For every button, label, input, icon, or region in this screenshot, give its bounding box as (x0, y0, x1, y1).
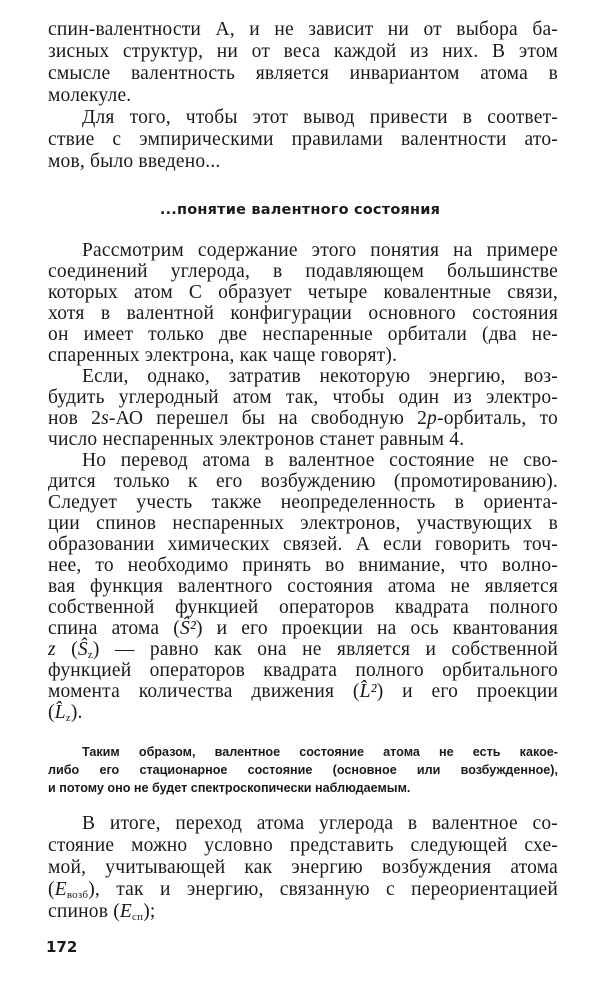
text-segment: будить углеродный атом так, чтобы один из электро- (48, 387, 558, 408)
math-symbol: Ŝ (77, 639, 88, 660)
text-line (48, 471, 558, 492)
text-segment: спинов ( (48, 901, 120, 922)
text-segment: ) и его проекции (376, 681, 558, 702)
text-line (48, 761, 558, 779)
text-segment: которых атом С образует четыре ковалентные связи, (48, 282, 558, 303)
paragraph-final (48, 813, 558, 923)
text-line (48, 492, 558, 513)
text-segment: число неспаренных электронов станет равным 4. (48, 429, 465, 450)
math-symbol: L̂² (359, 681, 377, 702)
text-segment: хотя в валентной конфигурации основного состояния (48, 303, 558, 324)
math-symbol: E (54, 879, 67, 900)
text-segment: и потому оно не будет спектроскопически наблюдаемым. (48, 781, 411, 795)
text-line (48, 743, 558, 761)
text-line (48, 576, 558, 597)
text-segment: момента количества движения ( (48, 681, 360, 702)
text-line (48, 429, 558, 450)
paragraph-intro (48, 19, 558, 173)
text-line (48, 555, 558, 576)
text-segment: ствие с эмпирическими правилами валентности ато- (48, 129, 558, 150)
text-segment: Но перевод атома в валентное состояние не сво- (82, 450, 558, 471)
text-line (48, 450, 558, 471)
text-segment: ), так и энергию, связанную с переориентацией (88, 879, 558, 900)
text-line (48, 408, 558, 429)
text-segment: Для того, чтобы этот вывод привести в соответ- (82, 107, 558, 128)
text-line (48, 702, 558, 723)
text-segment: функцией операторов квадрата полного орбитального (48, 660, 558, 681)
text-segment: Следует учесть также неопределенность в ориента- (48, 492, 558, 513)
text-segment: нее, то необходимо принять во внимание, что волно- (48, 555, 558, 576)
text-line (48, 534, 558, 555)
text-segment: ( (55, 639, 78, 660)
math-symbol: Ŝ² (179, 618, 196, 639)
text-segment: собственной функцией операторов квадрата полного (48, 597, 558, 618)
text-line (48, 681, 558, 702)
math-symbol: p (427, 408, 437, 429)
text-segment: ) и его проекции на ось квантования (195, 618, 558, 639)
text-line (48, 151, 558, 173)
text-line (48, 639, 558, 660)
text-segment: соединений углерода, в подавляющем большинстве (48, 261, 558, 282)
text-line (48, 129, 558, 151)
text-line (48, 618, 558, 639)
text-segment: спин-валентности А, и не зависит ни от выбора ба- (48, 19, 558, 40)
text-segment: нов 2 (48, 408, 102, 429)
text-line (48, 261, 558, 282)
subscript: возб (66, 889, 89, 901)
subscript: сп (132, 911, 144, 923)
text-segment: Таким образом, валентное состояние атома не есть какое- (82, 745, 558, 759)
page-number: 172 (46, 938, 78, 956)
paragraph-body (48, 240, 558, 723)
text-line (48, 63, 558, 85)
text-line (48, 835, 558, 857)
subscript: z (65, 712, 71, 724)
text-segment: мов, было введено... (48, 151, 221, 172)
text-segment: ); (143, 901, 156, 922)
math-symbol: L̂ (54, 702, 66, 723)
text-segment: стояние можно условно представить следующей схе- (48, 835, 558, 856)
text-line (48, 660, 558, 681)
text-line (48, 303, 558, 324)
text-line (48, 85, 558, 107)
text-line (48, 345, 558, 366)
subscript: z (87, 649, 93, 661)
text-line (48, 107, 558, 129)
text-segment: молекуле. (48, 85, 132, 106)
text-segment: ции спинов неспаренных электронов, участвующих в (48, 513, 558, 534)
text-line (48, 857, 558, 879)
text-segment: -орбиталь, то (437, 408, 558, 429)
text-segment: спаренных электрона, как чаще говорят). (48, 345, 398, 366)
text-line (48, 41, 558, 63)
highlighted-conclusion (48, 743, 558, 797)
text-segment: зисных структур, ни от веса каждой из них. В этом (48, 41, 558, 62)
text-segment: спина атома ( (48, 618, 180, 639)
text-segment: ( (48, 879, 55, 900)
text-segment: Рассмотрим содержание этого понятия на примере (82, 240, 558, 261)
text-segment: либо его стационарное состояние (основное или возбужденное), (48, 763, 558, 777)
text-segment: В итоге, переход атома углерода в валентное со- (82, 813, 558, 834)
text-line (48, 366, 558, 387)
text-segment: смысле валентность является инвариантом атома в (48, 63, 558, 84)
math-symbol: z (48, 639, 56, 660)
text-line (48, 282, 558, 303)
math-symbol: E (119, 901, 133, 922)
text-line (48, 901, 558, 923)
text-segment: ) — равно как она не является и собственной (92, 639, 558, 660)
text-segment: дится только к его возбуждению (промотированию). (48, 471, 558, 492)
text-line (48, 19, 558, 41)
text-segment: он имеет только две неспаренные орбитали (два не- (48, 324, 558, 345)
text-segment: ( (48, 702, 55, 723)
text-line (48, 879, 558, 901)
section-heading: ...понятие валентного состояния (159, 202, 441, 218)
text-line (48, 324, 558, 345)
text-segment: образовании химических связей. А если говорить точ- (48, 534, 558, 555)
text-line (48, 387, 558, 408)
text-segment: -АО перешел бы на свободную 2 (108, 408, 428, 429)
text-line (48, 240, 558, 261)
text-segment: вая функция валентного состояния атома не является (48, 576, 558, 597)
text-line (48, 597, 558, 618)
text-segment: мой, учитывающей как энергию возбуждения атома (48, 857, 558, 878)
text-segment: Если, однако, затратив некоторую энергию, воз- (82, 366, 558, 387)
math-symbol: s (101, 408, 109, 429)
text-segment: ). (70, 702, 83, 723)
text-line (48, 779, 558, 797)
text-line (48, 513, 558, 534)
text-line (48, 813, 558, 835)
